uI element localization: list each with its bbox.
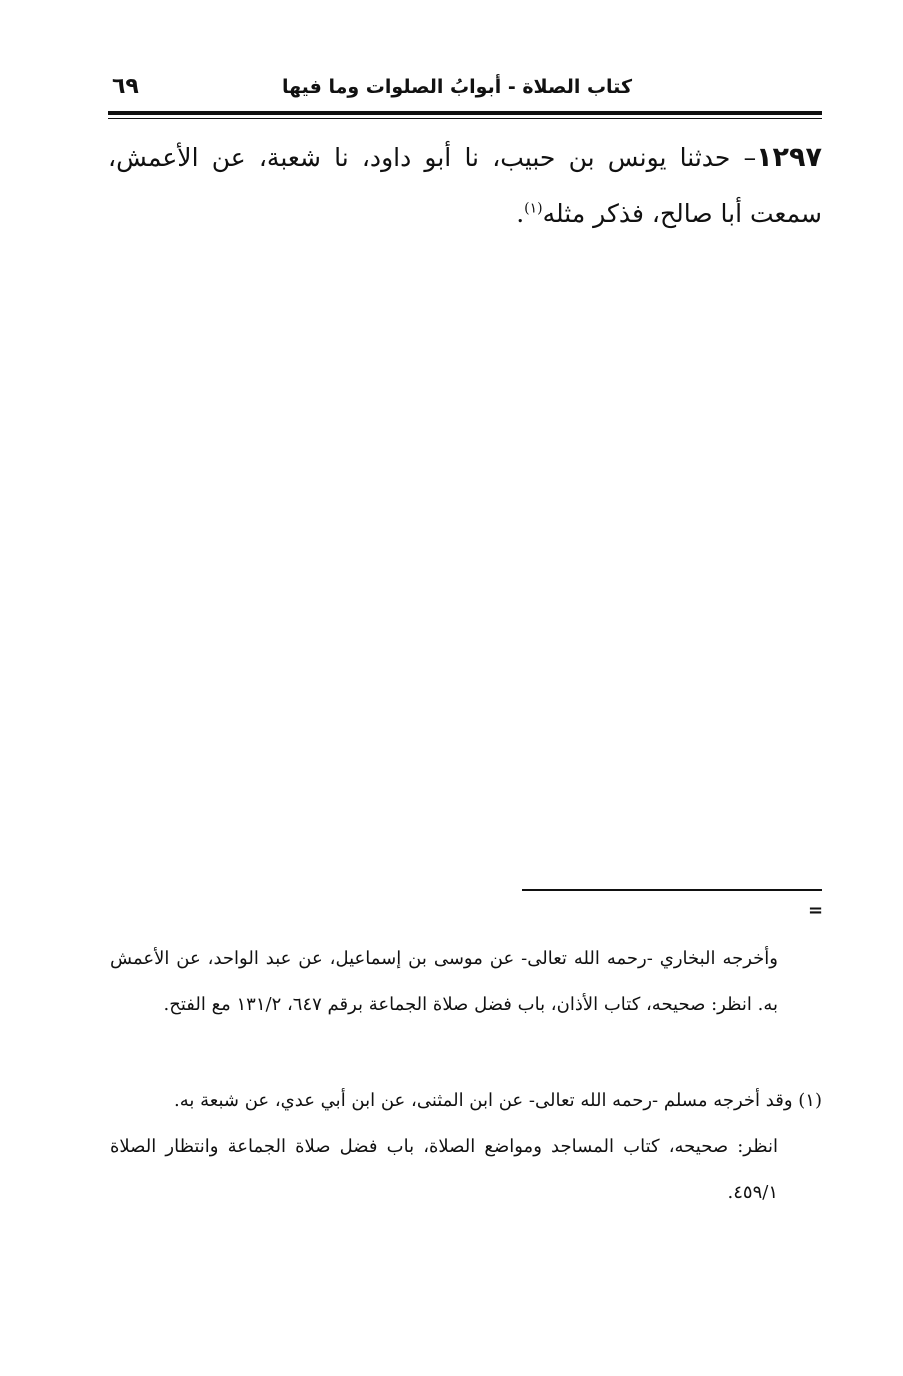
running-title: كتاب الصلاة - أبوابُ الصلوات وما فيها [281, 76, 632, 98]
footnote-1 [110, 1078, 822, 1216]
footnote-continued: وأخرجه البخاري -رحمه الله تعالى- عن موسى بن إسماعيل، عن عبد الواحد، عن الأعمش به. انظر: صحيحه، كتاب الأذان، باب فضل صلاة الجماعة برقم ٦٤٧، ١٣١/٢ مع الفتح. [110, 948, 778, 1015]
footnote-1-marker: (١) [798, 1090, 822, 1111]
hadith-end-punct: . [516, 199, 525, 228]
hadith-text: حدثنا يونس بن حبيب، نا أبو داود، نا شعبة، عن الأعمش، سمعت أبا صالح، فذكر مثله [108, 143, 822, 228]
page-number: ٦٩ [112, 74, 139, 99]
header-rule-thin [108, 118, 822, 119]
footnote-1-first-line [110, 1078, 822, 1124]
hadith-dash: – [743, 143, 757, 172]
continuation-mark: = [808, 900, 824, 921]
hadith-number: ١٢٩٧ [756, 142, 822, 173]
footnote-1-rest: انظر: صحيحه، كتاب المساجد ومواضع الصلاة، باب فضل صلاة الجماعة وانتظار الصلاة ٤٥٩/١. [110, 1136, 778, 1203]
page-header [108, 72, 822, 108]
hadith-paragraph [108, 130, 822, 242]
footnote-reference[interactable]: (١) [524, 200, 543, 217]
footnote-1-first-text: وقد أخرجه مسلم -رحمه الله تعالى- عن ابن المثنى، عن ابن أبي عدي، عن شبعة به. [174, 1090, 793, 1111]
footnote-separator [522, 889, 822, 891]
header-rule-thick [108, 111, 822, 115]
